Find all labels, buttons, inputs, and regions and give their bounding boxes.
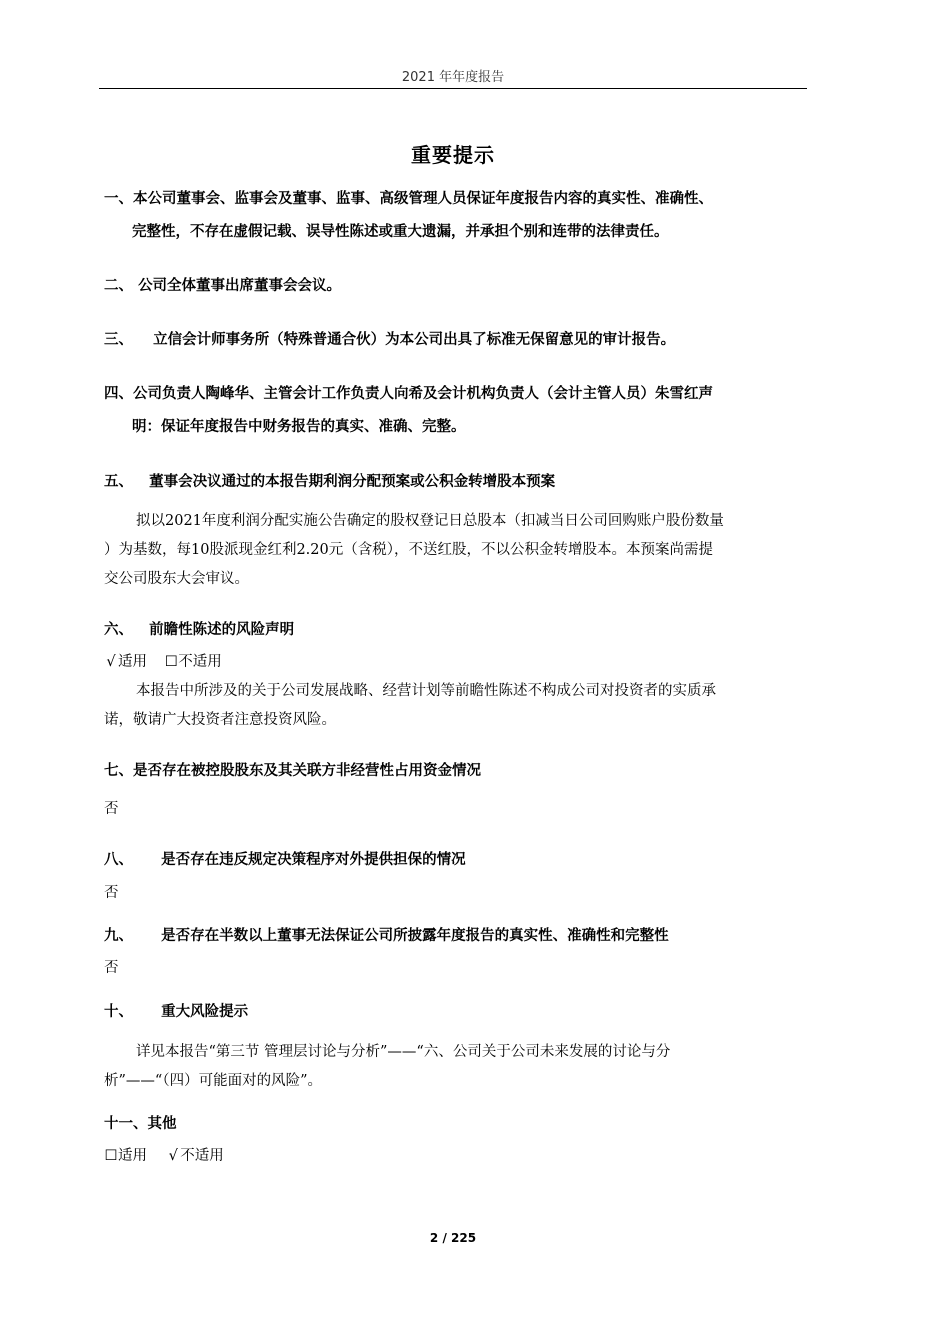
section-7-heading: [104, 761, 481, 781]
section-9-text: 是否存在半数以上董事无法保证公司所披露年度报告的真实性、准确性和完整性: [161, 928, 669, 944]
section-11-applicable-option: [104, 1146, 147, 1166]
section-7-number: 七、: [104, 763, 133, 779]
applicable-label: 适用: [118, 654, 147, 670]
section-4-line-2: 明：保证年度报告中财务报告的真实、准确、完整。: [132, 419, 466, 435]
section-5-number: 五、: [104, 474, 133, 490]
section-11-options: [104, 1146, 224, 1166]
section-5-body-line-3: 交公司股东大会审议。: [104, 571, 249, 587]
section-5-body-line-1: 拟以2021年度利润分配实施公告确定的股权登记日总股本（扣减当日公司回购账户股份数量: [136, 513, 724, 529]
check-mark-icon: √: [106, 654, 116, 670]
section-2-number: 二、: [104, 278, 133, 294]
section-8-answer: 否: [104, 885, 119, 901]
section-1-text: 本公司董事会、监事会及董事、监事、高级管理人员保证年度报告内容的真实性、准确性、: [133, 191, 713, 207]
section-9-number: 九、: [104, 928, 133, 944]
section-1-number: 一、: [104, 191, 133, 207]
section-9-answer: 否: [104, 960, 119, 976]
section-6-not-applicable-option: [164, 652, 222, 672]
running-header: 2021 年年度报告: [401, 70, 505, 85]
section-1-line-1: [104, 189, 713, 209]
section-6-options: [104, 652, 222, 672]
section-3-text: 立信会计师事务所（特殊普通合伙）为本公司出具了标准无保留意见的审计报告。: [153, 332, 676, 348]
section-8-text: 是否存在违反规定决策程序对外提供担保的情况: [161, 852, 466, 868]
section-6-heading: [104, 620, 294, 640]
section-2-text: 公司全体董事出席董事会会议。: [138, 278, 342, 294]
section-3-number: 三、: [104, 332, 133, 348]
applicable-label: 适用: [118, 1148, 147, 1164]
header-divider: [99, 88, 807, 89]
empty-checkbox-icon: ☐: [164, 654, 178, 670]
page-number: 2 / 225: [429, 1231, 477, 1245]
section-6-text: 前瞻性陈述的风险声明: [149, 622, 295, 638]
section-2: [104, 276, 341, 296]
section-10-body-line-1: 详见本报告“第三节 管理层讨论与分析”——“六、公司关于公司未来发展的讨论与分: [136, 1044, 671, 1060]
section-11-text: 其他: [147, 1116, 177, 1132]
section-10-number: 十、: [104, 1004, 133, 1020]
section-6-body-line-1: 本报告中所涉及的关于公司发展战略、经营计划等前瞻性陈述不构成公司对投资者的实质承: [136, 683, 716, 699]
section-5-text: 董事会决议通过的本报告期利润分配预案或公积金转增股本预案: [149, 474, 556, 490]
section-4-text: 公司负责人陶峰华、主管会计工作负责人向希及会计机构负责人（会计主管人员）朱雪红声: [133, 386, 713, 402]
section-11-not-applicable-option: [166, 1146, 224, 1166]
section-8-number: 八、: [104, 852, 133, 868]
section-11-heading: [104, 1114, 177, 1134]
section-7-answer: 否: [104, 801, 119, 817]
section-7-text: 是否存在被控股股东及其关联方非经营性占用资金情况: [133, 763, 481, 779]
not-applicable-label: 不适用: [178, 654, 222, 670]
section-10-heading: [104, 1002, 248, 1022]
section-10-body-line-2: 析”——“（四）可能面对的风险”。: [104, 1073, 322, 1089]
section-6-number: 六、: [104, 622, 133, 638]
section-4-line-1: [104, 384, 713, 404]
section-6-applicable-option: [104, 652, 147, 672]
section-9-heading: [104, 926, 669, 946]
section-1-line-2: 完整性，不存在虚假记载、误导性陈述或重大遗漏，并承担个别和连带的法律责任。: [132, 224, 669, 240]
not-applicable-label: 不适用: [180, 1148, 224, 1164]
section-10-text: 重大风险提示: [161, 1004, 249, 1020]
section-5-heading: [104, 472, 555, 492]
section-6-body-line-2: 诺，敬请广大投资者注意投资风险。: [104, 712, 336, 728]
section-8-heading: [104, 850, 466, 870]
page-title: 重要提示: [411, 143, 495, 167]
section-4-number: 四、: [104, 386, 133, 402]
check-mark-icon: √: [168, 1148, 178, 1164]
empty-checkbox-icon: ☐: [104, 1148, 118, 1164]
section-11-number: 十一、: [104, 1116, 148, 1132]
section-3: [104, 330, 675, 350]
section-5-body-line-2: ）为基数，每10股派现金红利2.20元（含税），不送红股，不以公积金转增股本。本预案尚需提: [104, 542, 713, 558]
